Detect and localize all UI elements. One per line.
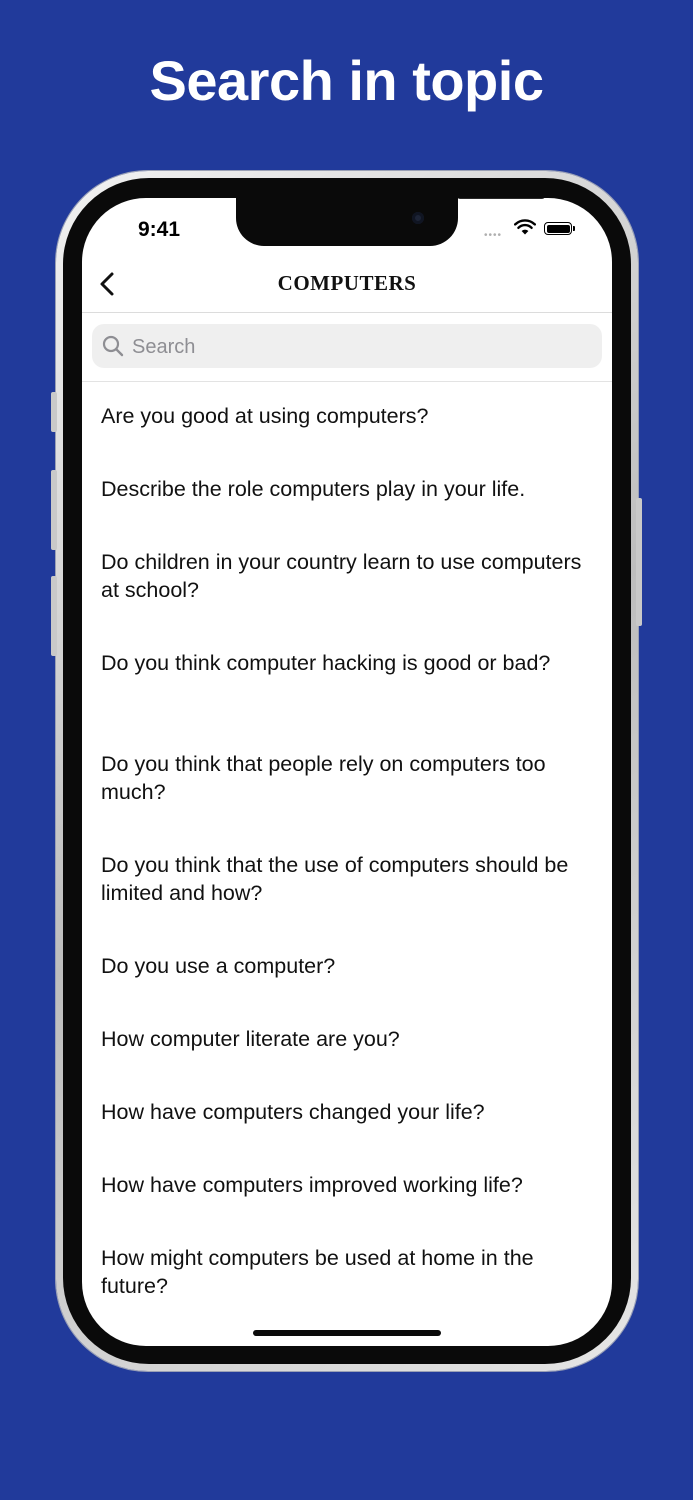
search-bar: [82, 313, 612, 382]
front-camera: [412, 212, 424, 224]
list-item[interactable]: Do children in your country learn to use computers at school?: [101, 550, 582, 602]
navigation-bar: [82, 254, 612, 313]
list-item[interactable]: Do you think that people rely on computers too much?: [101, 752, 546, 804]
list-item[interactable]: How might computers be used at home in the future?: [101, 1246, 534, 1298]
list-item[interactable]: How have computers improved working life?: [101, 1173, 523, 1197]
list-item[interactable]: Describe the role computers play in your life.: [101, 477, 526, 501]
signal-icon: ••••: [484, 230, 503, 241]
phone-side-button: [636, 498, 642, 626]
question-list: [82, 382, 612, 1325]
home-indicator[interactable]: [253, 1330, 441, 1336]
phone-side-button: [51, 576, 57, 656]
notch: [236, 198, 458, 246]
phone-screen: [82, 198, 612, 1346]
page-title: COMPUTERS: [277, 271, 417, 295]
phone-side-button: [51, 470, 57, 550]
list-item[interactable]: How computer literate are you?: [101, 1027, 400, 1051]
list-item[interactable]: Do you think that the use of computers should be limited and how?: [101, 853, 569, 905]
status-time: 9:41: [138, 218, 181, 241]
list-item[interactable]: Do you use a computer?: [101, 954, 336, 978]
search-field[interactable]: [92, 324, 602, 368]
list-item[interactable]: Do you think computer hacking is good or bad?: [101, 651, 551, 675]
search-input[interactable]: [130, 324, 594, 370]
promo-headline: Search in topic: [149, 49, 544, 112]
speaker-grille: [457, 198, 545, 199]
search-icon: [102, 335, 124, 357]
wifi-icon: [514, 219, 536, 235]
list-item[interactable]: Are you good at using computers?: [101, 404, 429, 428]
battery-icon: [544, 222, 572, 235]
phone-side-button: [51, 392, 57, 432]
list-item[interactable]: How have computers changed your life?: [101, 1100, 485, 1124]
